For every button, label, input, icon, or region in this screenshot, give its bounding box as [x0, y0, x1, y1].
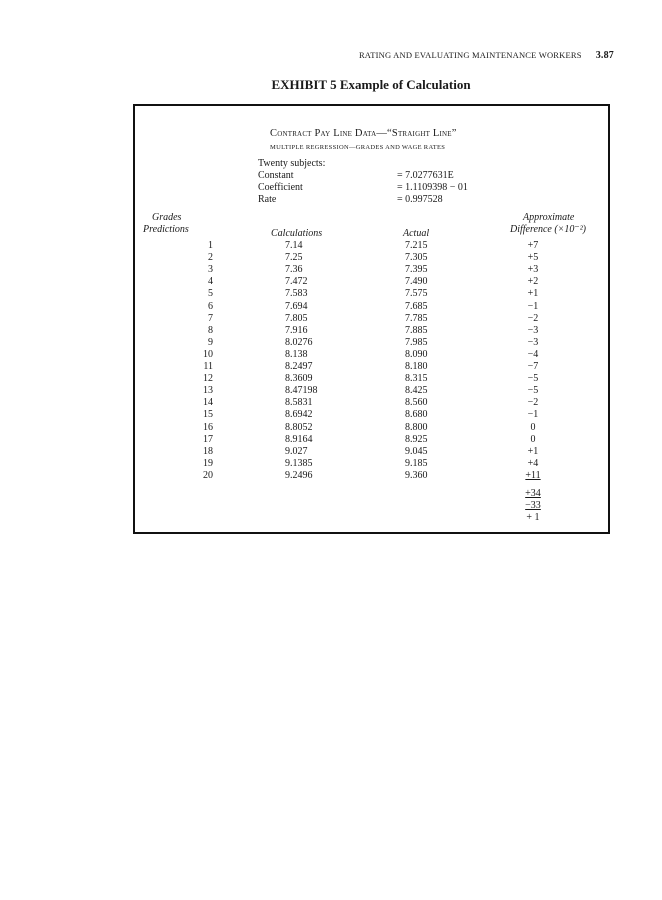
grade-cell: 17 — [203, 433, 213, 445]
calculation-cell: 9.2496 — [285, 469, 313, 481]
total-minus: −33 — [525, 500, 541, 511]
difference-cell: −7 — [527, 361, 539, 372]
running-head-text: RATING AND EVALUATING MAINTENANCE WORKERS — [358, 50, 582, 60]
difference-cell: +5 — [527, 252, 539, 264]
calculation-cell: 7.36 — [285, 264, 303, 276]
grade-cell: 12 — [203, 373, 213, 385]
calculation-cell: 7.583 — [285, 288, 308, 300]
running-head — [0, 50, 614, 61]
grade-cell: 8 — [208, 324, 213, 336]
difference-cell: −2 — [527, 312, 539, 324]
calculation-cell: 8.47198 — [285, 385, 318, 397]
grade-cell: 2 — [208, 252, 213, 264]
calculation-box — [133, 104, 610, 534]
difference-cell: +1 — [527, 445, 539, 457]
calculation-cell: 7.472 — [285, 276, 308, 288]
difference-cell: +2 — [527, 276, 539, 288]
total-plus: +34 — [525, 488, 541, 499]
actual-cell: 8.925 — [405, 433, 428, 445]
difference-cell: −5 — [527, 373, 539, 385]
page-number: 3.87 — [595, 50, 614, 61]
difference-cell: −1 — [527, 300, 539, 312]
grade-cell: 14 — [203, 397, 213, 409]
actual-cell: 8.560 — [405, 397, 428, 409]
calculation-cell: 8.9164 — [285, 433, 313, 445]
calculation-cell: 8.2497 — [285, 361, 313, 372]
coefficient-label: Coefficient — [258, 182, 303, 193]
grade-cell: 6 — [208, 300, 213, 312]
actual-cell: 8.680 — [405, 409, 428, 421]
grade-cell: 9 — [208, 336, 213, 348]
calculation-cell: 9.1385 — [285, 457, 313, 469]
col-header-predictions: Predictions — [143, 224, 189, 235]
actual-cell: 9.185 — [405, 457, 428, 469]
calculation-cell: 7.694 — [285, 300, 308, 312]
actual-cell: 8.090 — [405, 348, 428, 360]
grade-cell: 1 — [208, 240, 213, 251]
actual-cell: 9.360 — [405, 469, 428, 481]
difference-cell: +1 — [527, 288, 539, 300]
actual-cell: 7.685 — [405, 300, 428, 312]
difference-cell: +11 — [525, 469, 541, 481]
difference-cell: −3 — [527, 324, 539, 336]
difference-cell: 0 — [530, 421, 536, 433]
difference-cell: −5 — [527, 385, 539, 397]
grade-cell: 7 — [208, 312, 213, 324]
grade-cell: 4 — [208, 276, 213, 288]
coefficient-value: = 1.1109398 − 01 — [397, 182, 468, 193]
actual-cell: 7.215 — [405, 240, 428, 251]
rate-label: Rate — [258, 194, 277, 205]
actual-cell: 7.490 — [405, 276, 428, 288]
actual-cell: 7.305 — [405, 252, 428, 264]
col-header-calculations: Calculations — [271, 228, 323, 239]
grade-cell: 5 — [208, 288, 213, 300]
difference-cell: −4 — [527, 348, 539, 360]
grade-cell: 19 — [203, 457, 213, 469]
rate-value: = 0.997528 — [397, 194, 443, 205]
constant-value: = 7.0277631E — [397, 170, 454, 181]
calculation-cell: 7.14 — [285, 240, 303, 251]
calculation-cell: 8.0276 — [285, 336, 313, 348]
box-subheading: MULTIPLE REGRESSION—GRADES AND WAGE RATES — [270, 144, 446, 151]
calculation-cell: 7.916 — [285, 324, 308, 336]
calculation-cell: 8.138 — [285, 348, 308, 360]
actual-cell: 8.800 — [405, 421, 428, 433]
calculation-cell: 8.8052 — [285, 421, 313, 433]
actual-cell: 7.985 — [405, 336, 428, 348]
calculation-cell: 8.6942 — [285, 409, 313, 421]
col-header-approximate: Approximate — [523, 212, 575, 223]
calculation-cell: 9.027 — [285, 445, 308, 457]
col-header-actual: Actual — [403, 228, 430, 239]
calculation-cell: 8.5831 — [285, 397, 313, 409]
grade-cell: 13 — [203, 385, 213, 397]
actual-cell: 7.885 — [405, 324, 428, 336]
calculation-cell: 8.3609 — [285, 373, 313, 385]
actual-cell: 8.315 — [405, 373, 428, 385]
col-header-difference: Difference (×10⁻²) — [510, 224, 587, 235]
difference-cell: +7 — [527, 240, 539, 251]
grade-cell: 20 — [203, 469, 213, 481]
grade-cell: 11 — [203, 361, 213, 372]
difference-cell: +4 — [527, 457, 539, 469]
subjects-label: Twenty subjects: — [258, 158, 326, 169]
difference-cell: −3 — [527, 336, 539, 348]
grade-cell: 15 — [203, 409, 213, 421]
grade-cell: 3 — [208, 264, 213, 276]
calculation-cell: 7.25 — [285, 252, 303, 264]
box-heading: Contract Pay Line Data—“Straight Line” — [270, 128, 457, 139]
exhibit-title: EXHIBIT 5 Example of Calculation — [271, 77, 471, 92]
grade-cell: 16 — [203, 421, 213, 433]
grade-cell: 10 — [203, 348, 213, 360]
difference-cell: −2 — [527, 397, 539, 409]
difference-cell: +3 — [527, 264, 539, 276]
actual-cell: 8.180 — [405, 361, 428, 372]
difference-cell: −1 — [527, 409, 539, 421]
actual-cell: 9.045 — [405, 445, 428, 457]
actual-cell: 7.395 — [405, 264, 428, 276]
actual-cell: 8.425 — [405, 385, 428, 397]
actual-cell: 7.575 — [405, 288, 428, 300]
constant-label: Constant — [258, 170, 294, 181]
calculation-cell: 7.805 — [285, 312, 308, 324]
total-net: + 1 — [526, 512, 540, 523]
actual-cell: 7.785 — [405, 312, 428, 324]
difference-cell: 0 — [530, 433, 536, 445]
grade-cell: 18 — [203, 445, 213, 457]
col-header-grades: Grades — [152, 212, 182, 223]
